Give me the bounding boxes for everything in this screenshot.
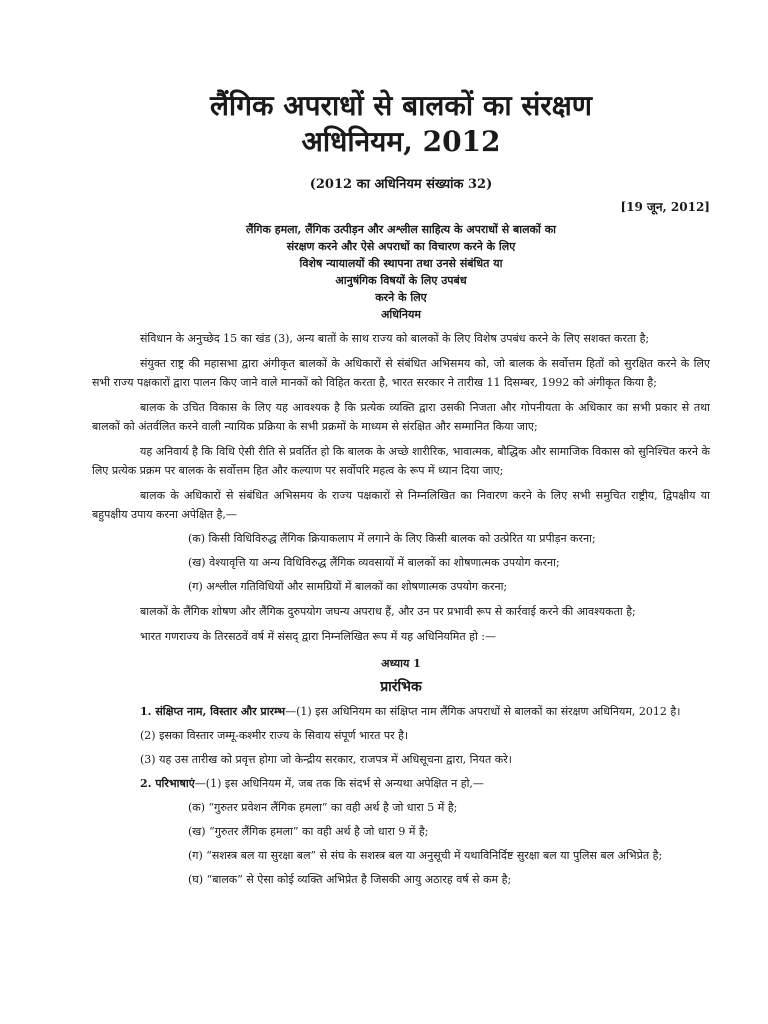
act-number: (2012 का अधिनियम संख्यांक 32) bbox=[309, 177, 493, 192]
section-2 bbox=[140, 774, 710, 793]
chapter-number: अध्याय 1 bbox=[381, 657, 421, 670]
act-date: [19 जून, 2012] bbox=[620, 200, 710, 214]
long-title-line: आनुषंगिक विषयों के लिए उपबंध bbox=[335, 274, 467, 287]
section-1-text: —(1) इस अधिनियम का संक्षिप्त नाम लैंगिक अपराधों से बालकों का संरक्षण अधिनियम, 2012 है। bbox=[285, 705, 681, 718]
preamble-paragraph: बालक के अधिकारों से संबंधित अभिसमय के राज्य पक्षकारों से निम्नलिखित का निवारण करने के लिए सभी समुचित राष्ट्रीय, द्विपक्षीय या बहुपक्षीय उपाय करना अपेक्षित है,— bbox=[92, 489, 710, 521]
long-title-line: विशेष न्यायालयों की स्थापना तथा उनसे संबंधित या bbox=[299, 257, 503, 270]
section-2-heading: 2. परिभाषाएं bbox=[140, 777, 195, 790]
long-title-line: संरक्षण करने और ऐसे अपराधों का विचारण करने के लिए bbox=[286, 240, 516, 253]
long-title bbox=[92, 221, 710, 323]
section-1 bbox=[92, 702, 710, 721]
preamble-paragraph: यह अनिवार्य है कि विधि ऐसी रीति से प्रवर्तित हो कि बालक के अच्छे शारीरिक, भावात्मक, बौद्धिक और सामाजिक विकास को सुनिश्चित करने के लिए प्रत्येक प्रक्रम पर बालक के सर्वोत्तम हित और कल्याण पर सर्वोपरि महत्व के रूप में ध्यान दिया जाए; bbox=[92, 445, 710, 477]
preamble-paragraph: बालकों के लैंगिक शोषण और लैंगिक दुरुपयोग जघन्य अपराध हैं, और उन पर प्रभावी रूप से कार्रवाई करने की आवश्यकता है; bbox=[140, 605, 636, 618]
long-title-line: करने के लिए bbox=[375, 291, 427, 304]
preamble-clause: (ग) अश्लील गतिविधियों और सामग्रियों में बालकों का शोषणात्मक उपयोग करना; bbox=[188, 580, 508, 593]
section-1-heading: 1. संक्षिप्त नाम, विस्तार और प्रारम्भ bbox=[140, 705, 286, 718]
document-title-line1: लैंगिक अपराधों से बालकों का संरक्षण bbox=[209, 89, 593, 122]
preamble-clause: (ख) वेश्यावृत्ति या अन्य विधिविरुद्ध लैंगिक व्यवसायों में बालकों का शोषणात्मक उपयोग करना; bbox=[188, 556, 560, 569]
section-2-text: —(1) इस अधिनियम में, जब तक कि संदर्भ से अन्यथा अपेक्षित न हो,— bbox=[194, 777, 484, 790]
long-title-line: अधिनियम bbox=[381, 308, 421, 321]
definition-item: (ग) “सशस्त्र बल या सुरक्षा बल” से संघ के सशस्त्र बल या अनुसूची में यथाविनिर्दिष्ट सुरक्षा बल या पुलिस बल अभिप्रेत है; bbox=[188, 849, 663, 862]
definition-item: (घ) “बालक” से ऐसा कोई व्यक्ति अभिप्रेत है जिसकी आयु अठारह वर्ष से कम है; bbox=[188, 873, 512, 886]
preamble-paragraph: संविधान के अनुच्छेद 15 का खंड (3), अन्य बातों के साथ राज्य को बालकों के लिए विशेष उपबंध करने के लिए सशक्त करता है; bbox=[140, 332, 650, 345]
enacting-formula: भारत गणराज्य के तिरसठवें वर्ष में संसद् द्वारा निम्नलिखित रूप में यह अधिनियमित हो :— bbox=[140, 630, 496, 643]
preamble-paragraph: बालक के उचित विकास के लिए यह आवश्यक है कि प्रत्येक व्यक्ति द्वारा उसकी निजता और गोपनीयता के अधिकार का सभी प्रकार से तथा बालकों को अंतर्वलित करने वाली न्यायिक प्रक्रिया के सभी प्रक्रमों के माध्यम से संरक्षित और सम्मानित किया जाए; bbox=[92, 401, 710, 433]
section-1-subsection: (3) यह उस तारीख को प्रवृत्त होगा जो केन्द्रीय सरकार, राजपत्र में अधिसूचना द्वारा, नियत करे। bbox=[140, 753, 512, 766]
definition-item: (ख) “गुरुतर लैंगिक हमला” का वही अर्थ है जो धारा 9 में है; bbox=[188, 825, 429, 838]
definition-item: (क) “गुरुतर प्रवेशन लैंगिक हमला” का वही अर्थ है जो धारा 5 में है; bbox=[188, 801, 458, 814]
document-title-line2: अधिनियम, 2012 bbox=[301, 125, 501, 158]
section-1-subsection: (2) इसका विस्तार जम्मू-कश्मीर राज्य के सिवाय संपूर्ण भारत पर है। bbox=[140, 729, 409, 742]
chapter-title: प्रारंभिक bbox=[380, 679, 422, 695]
long-title-line: लैंगिक हमला, लैंगिक उत्पीड़न और अश्लील साहित्य के अपराधों से बालकों का bbox=[245, 223, 556, 236]
preamble-clause: (क) किसी विधिविरुद्ध लैंगिक क्रियाकलाप में लगाने के लिए किसी बालक को उत्प्रेरित या प्रपीड़न करना; bbox=[188, 532, 596, 545]
preamble-paragraph: संयुक्त राष्ट्र की महासभा द्वारा अंगीकृत बालकों के अधिकारों से संबंधित अभिसमय को, जो बालक के सर्वोत्तम हितों को सुरक्षित करने के लिए सभी राज्य पक्षकारों द्वारा पालन किए जाने वाले मानकों को विहित करता है, भारत सरकार ने तारीख 11 दिसम्बर, 1992 को अंगीकृत किया है; bbox=[92, 357, 710, 389]
